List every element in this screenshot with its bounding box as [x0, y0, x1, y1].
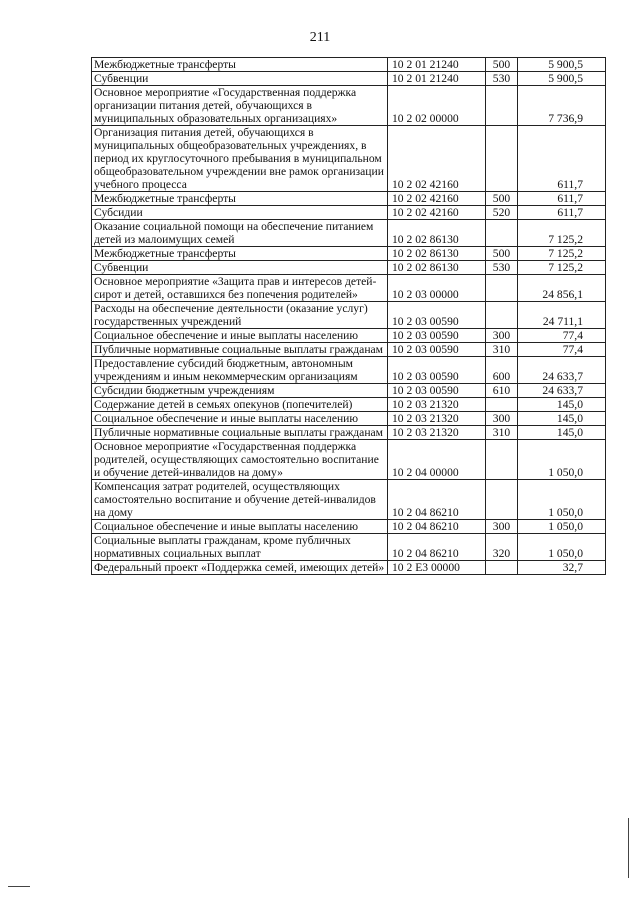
row-amount: 7 736,9	[518, 86, 606, 126]
row-code: 10 2 04 86210	[388, 480, 486, 520]
row-name: Межбюджетные трансферты	[92, 247, 388, 261]
row-name: Субсидии бюджетным учреждениям	[92, 384, 388, 398]
row-code: 10 2 03 00590	[388, 357, 486, 384]
table-row	[92, 480, 606, 520]
row-code: 10 2 04 86210	[388, 520, 486, 534]
row-name: Межбюджетные трансферты	[92, 58, 388, 72]
row-name: Основное мероприятие «Государственная поддержка родителей, осуществляющих самостоятельно воспитание и обучение детей-инвалидов на дому»	[92, 440, 388, 480]
row-expense-type: 320	[486, 534, 518, 561]
row-expense-type: 610	[486, 384, 518, 398]
row-expense-type: 530	[486, 72, 518, 86]
row-amount: 145,0	[518, 426, 606, 440]
row-name: Субвенции	[92, 261, 388, 275]
table-row	[92, 261, 606, 275]
row-expense-type: 600	[486, 357, 518, 384]
row-expense-type: 300	[486, 412, 518, 426]
row-expense-type	[486, 126, 518, 192]
row-name: Расходы на обеспечение деятельности (оказание услуг) государственных учреждений	[92, 302, 388, 329]
row-name: Социальное обеспечение и иные выплаты населению	[92, 412, 388, 426]
row-amount: 611,7	[518, 206, 606, 220]
table-row	[92, 426, 606, 440]
row-expense-type	[486, 302, 518, 329]
row-expense-type	[486, 275, 518, 302]
table-row	[92, 220, 606, 247]
row-expense-type	[486, 480, 518, 520]
row-amount: 24 633,7	[518, 357, 606, 384]
row-amount: 7 125,2	[518, 247, 606, 261]
row-code: 10 2 02 86130	[388, 247, 486, 261]
row-expense-type: 300	[486, 329, 518, 343]
row-name: Субвенции	[92, 72, 388, 86]
row-amount: 145,0	[518, 412, 606, 426]
row-name: Публичные нормативные социальные выплаты гражданам	[92, 426, 388, 440]
table-row	[92, 343, 606, 357]
table-row	[92, 126, 606, 192]
row-code: 10 2 01 21240	[388, 58, 486, 72]
row-name: Субсидии	[92, 206, 388, 220]
row-expense-type: 530	[486, 261, 518, 275]
row-amount: 24 856,1	[518, 275, 606, 302]
table-body	[92, 58, 606, 575]
row-amount: 611,7	[518, 126, 606, 192]
row-code: 10 2 01 21240	[388, 72, 486, 86]
row-code: 10 2 03 00590	[388, 329, 486, 343]
row-code: 10 2 02 42160	[388, 192, 486, 206]
row-code: 10 2 02 42160	[388, 126, 486, 192]
table-row	[92, 534, 606, 561]
row-name: Содержание детей в семьях опекунов (попечителей)	[92, 398, 388, 412]
table-row	[92, 357, 606, 384]
table-row	[92, 398, 606, 412]
row-amount: 1 050,0	[518, 480, 606, 520]
table-row	[92, 302, 606, 329]
table-row	[92, 440, 606, 480]
row-expense-type	[486, 220, 518, 247]
table-row	[92, 329, 606, 343]
row-amount: 32,7	[518, 561, 606, 575]
row-amount: 7 125,2	[518, 261, 606, 275]
row-expense-type: 300	[486, 520, 518, 534]
row-amount: 611,7	[518, 192, 606, 206]
table-row	[92, 384, 606, 398]
row-code: 10 2 03 21320	[388, 426, 486, 440]
table-row	[92, 520, 606, 534]
row-code: 10 2 03 00590	[388, 302, 486, 329]
row-code: 10 2 04 00000	[388, 440, 486, 480]
row-code: 10 2 03 00590	[388, 384, 486, 398]
table-row	[92, 192, 606, 206]
margin-dash	[8, 886, 30, 887]
row-name: Организация питания детей, обучающихся в муниципальных общеобразовательных учреждениях, в период их круглосуточного пребывания в муниципальном общеобразовательном учреждении вне рамок организации учебного процесса	[92, 126, 388, 192]
row-code: 10 2 02 00000	[388, 86, 486, 126]
row-expense-type: 500	[486, 192, 518, 206]
row-amount: 7 125,2	[518, 220, 606, 247]
row-code: 10 2 Е3 00000	[388, 561, 486, 575]
row-expense-type	[486, 398, 518, 412]
page-number: 211	[309, 30, 331, 45]
row-code: 10 2 04 86210	[388, 534, 486, 561]
row-name: Компенсация затрат родителей, осуществляющих самостоятельно воспитание и обучение детей-инвалидов на дому	[92, 480, 388, 520]
row-amount: 1 050,0	[518, 440, 606, 480]
row-code: 10 2 02 86130	[388, 220, 486, 247]
row-expense-type: 500	[486, 58, 518, 72]
row-amount: 24 711,1	[518, 302, 606, 329]
row-name: Публичные нормативные социальные выплаты гражданам	[92, 343, 388, 357]
row-expense-type: 500	[486, 247, 518, 261]
row-name: Основное мероприятие «Защита прав и интересов детей-сирот и детей, оставшихся без попечения родителей»	[92, 275, 388, 302]
row-amount: 145,0	[518, 398, 606, 412]
row-amount: 24 633,7	[518, 384, 606, 398]
row-expense-type: 520	[486, 206, 518, 220]
row-name: Основное мероприятие «Государственная поддержка организации питания детей, обучающихся в муниципальных образовательных организациях»	[92, 86, 388, 126]
table-row	[92, 561, 606, 575]
row-code: 10 2 03 00590	[388, 343, 486, 357]
row-name: Межбюджетные трансферты	[92, 192, 388, 206]
table-row	[92, 206, 606, 220]
table-row	[92, 58, 606, 72]
table-row	[92, 247, 606, 261]
row-code: 10 2 02 42160	[388, 206, 486, 220]
row-amount: 1 050,0	[518, 520, 606, 534]
margin-line	[628, 818, 629, 878]
row-name: Федеральный проект «Поддержка семей, имеющих детей»	[92, 561, 388, 575]
budget-table	[91, 57, 606, 575]
row-code: 10 2 03 21320	[388, 398, 486, 412]
row-expense-type: 310	[486, 343, 518, 357]
row-code: 10 2 03 21320	[388, 412, 486, 426]
row-expense-type	[486, 86, 518, 126]
row-name: Социальное обеспечение и иные выплаты населению	[92, 520, 388, 534]
table-row	[92, 72, 606, 86]
row-name: Социальное обеспечение и иные выплаты населению	[92, 329, 388, 343]
row-code: 10 2 03 00000	[388, 275, 486, 302]
table-row	[92, 275, 606, 302]
row-expense-type	[486, 561, 518, 575]
row-code: 10 2 02 86130	[388, 261, 486, 275]
row-amount: 77,4	[518, 343, 606, 357]
table-row	[92, 412, 606, 426]
row-expense-type	[486, 440, 518, 480]
row-expense-type: 310	[486, 426, 518, 440]
row-name: Оказание социальной помощи на обеспечение питанием детей из малоимущих семей	[92, 220, 388, 247]
row-name: Социальные выплаты гражданам, кроме публичных нормативных социальных выплат	[92, 534, 388, 561]
row-amount: 77,4	[518, 329, 606, 343]
row-amount: 5 900,5	[518, 72, 606, 86]
row-name: Предоставление субсидий бюджетным, автономным учреждениям и иным некоммерческим организациям	[92, 357, 388, 384]
table-row	[92, 86, 606, 126]
row-amount: 1 050,0	[518, 534, 606, 561]
row-amount: 5 900,5	[518, 58, 606, 72]
